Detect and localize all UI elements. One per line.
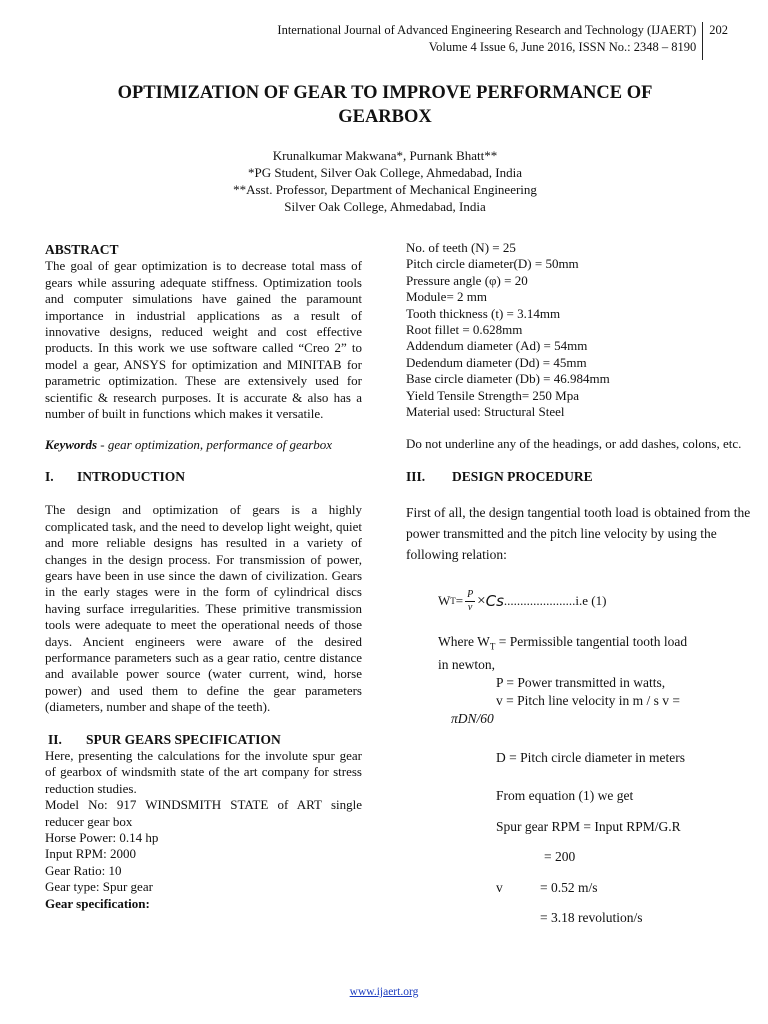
where-block xyxy=(406,633,751,728)
spur-heading xyxy=(45,732,362,748)
v-formula: πDN/60 xyxy=(451,710,494,726)
keywords-label: Keywords xyxy=(45,437,97,453)
spur-title: SPUR GEARS SPECIFICATION xyxy=(86,731,281,747)
spec-pressure-angle: Pressure angle (φ) = 20 xyxy=(406,272,528,288)
spec-tooth-thickness: Tooth thickness (t) = 3.14mm xyxy=(406,305,561,321)
spur-text: Here, presenting the calculations for the involute spur gear of gearbox of windsmith state of the art company for stress reduction studies. xyxy=(45,747,362,796)
spur-number: II. xyxy=(48,731,62,747)
footer xyxy=(0,986,768,998)
spec-input-rpm: Input RPM: 2000 xyxy=(45,846,137,862)
where-w: Where W xyxy=(438,634,490,650)
spec-addendum: Addendum diameter (Ad) = 54mm xyxy=(406,338,588,354)
template-note: Do not underline any of the headings, or add dashes, colons, etc. xyxy=(406,436,742,452)
title-line-2: GEARBOX xyxy=(338,107,432,127)
eq-fraction xyxy=(465,590,475,613)
eq-w-sub: T xyxy=(450,596,456,607)
design-text: First of all, the design tangential tooth load is obtained from the power transmitted and the pitch line velocity by using the following relation: xyxy=(406,505,751,563)
author-names: Krunalkumar Makwana*, Purnank Bhatt** xyxy=(272,148,498,163)
abstract-heading: ABSTRACT xyxy=(45,242,119,257)
d-definition: D = Pitch circle diameter in meters xyxy=(496,749,686,765)
affiliation-3: Silver Oak College, Ahmedabad, India xyxy=(284,199,486,214)
spec-module: Module= 2 mm xyxy=(406,289,487,305)
eq-times: × xyxy=(477,593,486,610)
journal-url-link[interactable]: www.ijaert.org xyxy=(349,986,419,998)
p-definition: P = Power transmitted in watts, xyxy=(496,674,666,690)
left-column xyxy=(45,242,362,912)
journal-info xyxy=(277,22,702,56)
spec-root-fillet: Root fillet = 0.628mm xyxy=(406,322,523,338)
eq-w: W xyxy=(438,593,451,609)
paper-title xyxy=(60,81,710,129)
spec-teeth: No. of teeth (N) = 25 xyxy=(406,240,516,255)
right-column xyxy=(406,240,751,926)
spec-gear-type: Gear type: Spur gear xyxy=(45,879,153,895)
affiliation-1: *PG Student, Silver Oak College, Ahmedabad, India xyxy=(247,165,523,180)
spec-base-circle: Base circle diameter (Db) = 46.984mm xyxy=(406,371,610,387)
velocity-value: = 0.52 m/s xyxy=(540,879,598,895)
design-number: III. xyxy=(406,468,426,484)
spec-yield-strength: Yield Tensile Strength= 250 Mpa xyxy=(406,387,579,403)
revolution-value: = 3.18 revolution/s xyxy=(540,910,643,925)
rpm-formula: Spur gear RPM = Input RPM/G.R xyxy=(496,818,681,834)
affiliation-2: **Asst. Professor, Department of Mechanical Engineering xyxy=(233,182,537,197)
eq-cs: Cs xyxy=(485,592,504,611)
velocity-row xyxy=(406,880,751,896)
spur-model: Model No: 917 WINDSMITH STATE of ART single reducer gear box xyxy=(45,797,362,829)
gear-spec-heading: Gear specification: xyxy=(45,895,150,911)
keywords xyxy=(45,437,362,453)
where-w-sub: T xyxy=(489,641,496,652)
where-line-2: in newton, xyxy=(438,656,495,672)
spec-gear-ratio: Gear Ratio: 10 xyxy=(45,862,122,878)
journal-volume: Volume 4 Issue 6, June 2016, ISSN No.: 2348 – 8190 xyxy=(428,40,697,54)
rpm-value: = 200 xyxy=(544,849,576,865)
spec-dedendum: Dedendum diameter (Dd) = 45mm xyxy=(406,354,587,370)
intro-heading xyxy=(45,469,362,485)
intro-title: INTRODUCTION xyxy=(77,468,186,484)
design-title: DESIGN PROCEDURE xyxy=(452,468,593,484)
title-line-1: OPTIMIZATION OF GEAR TO IMPROVE PERFORMANCE OF xyxy=(117,83,653,103)
where-line xyxy=(406,633,751,656)
v-definition: v = Pitch line velocity in m / s v = xyxy=(496,692,680,708)
where-rest: = Permissible tangential tooth load xyxy=(495,634,688,650)
intro-text: The design and optimization of gears is a highly complicated task, and the need to develop light weight, quiet and more reliable designs has resulted in a variety of changes in the design process. For transmission of power, gears have been in use since the dawn of civilization. Gears in the early stages were in the form of cylindrical discs having surface irregularities. These primitive transmission tools were adequate to meet the operational needs of those days. Ancient engineers were aware of the desired performance parameters such as a gear ratio, centre distance and available power source (water current, wind, horse power) and used them to define the gear parameters (diameters, number and shape of the teeth). xyxy=(45,502,362,715)
eq-tail: ......................i.e (1) xyxy=(503,593,607,609)
journal-name: International Journal of Advanced Engineering Research and Technology (IJAERT) xyxy=(277,23,697,37)
spec-pitch-diameter: Pitch circle diameter(D) = 50mm xyxy=(406,256,579,272)
page-number: 202 xyxy=(709,23,728,37)
velocity-label: v xyxy=(496,879,503,895)
abstract-text: The goal of gear optimization is to decrease total mass of gears while assuring adequate stiffness. Optimization tools and computer simulations have gained the paramount importance in industrial applications as a result of innovative designs, reduced weight and cost effective products. In this work we use software called “Creo 2” to model a gear, ANSYS for optimization and MINITAB for parametric optimization. These are extensively used for scientific & research purposes. It is accurate & also has a number of built in functions which makes it versatile. xyxy=(45,258,362,422)
eq-denominator: v xyxy=(467,601,473,613)
from-equation: From equation (1) we get xyxy=(496,788,634,804)
journal-header xyxy=(277,22,728,60)
design-heading xyxy=(406,469,751,485)
equation-1 xyxy=(406,587,751,615)
intro-number: I. xyxy=(45,468,54,484)
eq-numerator: P xyxy=(467,588,474,600)
author-block xyxy=(60,147,710,215)
spec-horse-power: Horse Power: 0.14 hp xyxy=(45,830,159,845)
header-divider xyxy=(702,22,703,60)
keywords-text: - gear optimization, performance of gearbox xyxy=(97,437,333,453)
eq-equals: = xyxy=(455,593,464,609)
spec-material: Material used: Structural Steel xyxy=(406,404,565,420)
